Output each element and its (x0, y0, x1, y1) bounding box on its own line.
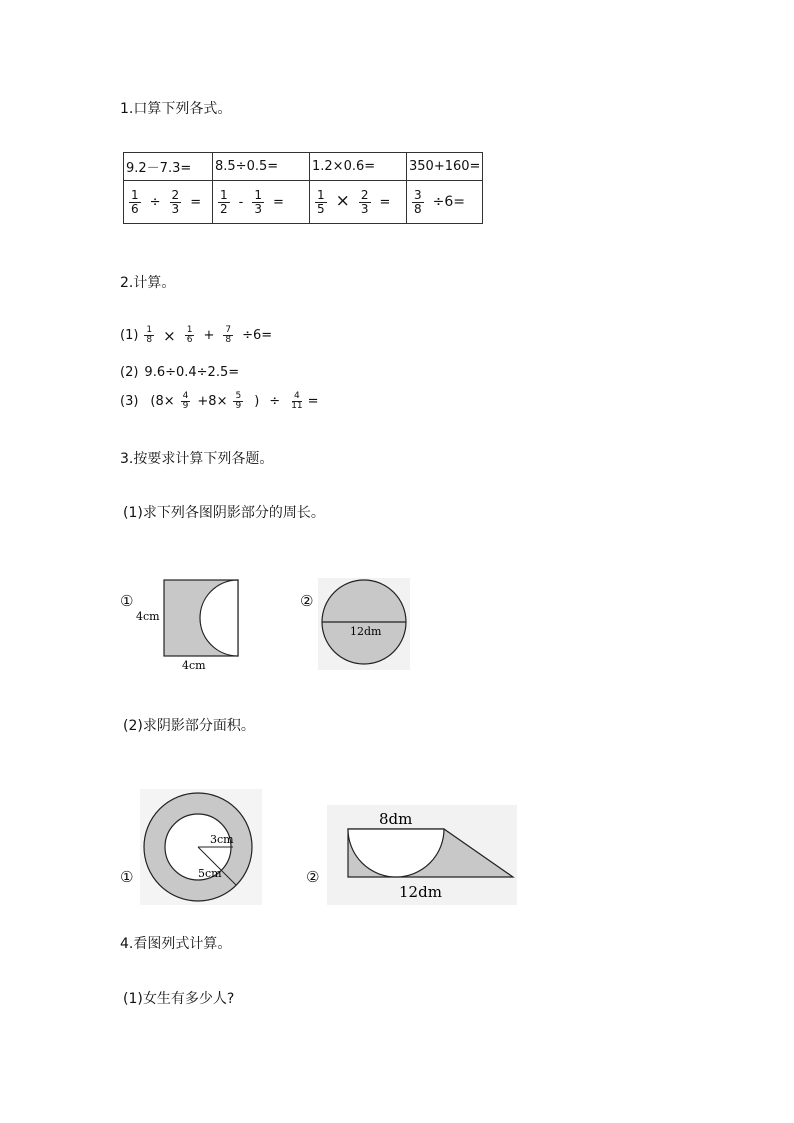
square-semicircle-figure (134, 574, 246, 674)
figure-marker: ① (120, 592, 134, 610)
bottom-label: 12dm (399, 883, 442, 901)
q2-problem-2: (2) 9.6÷0.4÷2.5= (120, 365, 240, 380)
table-cell: 9.2－7.3= (124, 153, 213, 181)
fraction: $\frac{3}{8}$ (414, 187, 422, 216)
fraction: $\frac{7}{8}$ (225, 325, 232, 346)
q4-title: 4.看图列式计算。 (120, 936, 232, 952)
q3-sub2: (2)求阴影部分面积。 (123, 718, 255, 734)
figure-marker: ② (300, 592, 314, 610)
fraction: $\frac{1}{3}$ (254, 187, 262, 216)
diameter-label: 12dm (350, 625, 382, 638)
figure-marker: ① (120, 868, 134, 886)
table-row (124, 181, 483, 224)
ring-figure (140, 789, 262, 905)
table-cell: 1.2×0.6= (310, 153, 407, 181)
table-cell: 350+160= (407, 153, 483, 181)
fraction: $\frac{1}{8}$ (146, 325, 153, 346)
table-cell: $\frac{3}{8}$ ÷6= (407, 181, 483, 224)
q4-sub1: (1)女生有多少人? (123, 991, 235, 1007)
table-cell: $\frac{1}{2}$ - $\frac{1}{3}$ = (213, 181, 310, 224)
top-label: 8dm (379, 810, 413, 828)
q2-problem-1: (1) $\frac{1}{8}$ × $\frac{1}{6}$ + $\frac{7}{8}$ ÷6= (120, 325, 273, 346)
fraction: $\frac{2}{3}$ (171, 187, 180, 216)
trapezoid-figure (327, 805, 517, 905)
table-cell: $\frac{1}{5}$ × $\frac{2}{3}$ = (310, 181, 407, 224)
side-label: 4cm (136, 610, 160, 623)
q3-title: 3.按要求计算下列各题。 (120, 451, 274, 467)
table-cell: 8.5÷0.5= (213, 153, 310, 181)
table-row (124, 153, 483, 181)
circle-figure (318, 578, 410, 670)
q2-problem-3: (3) (8× $\frac{4}{9}$ +8× $\frac{5}{9}$ ) ÷ $\frac{4}{11}$ = (120, 391, 319, 412)
fraction: $\frac{1}{5}$ (317, 187, 325, 216)
inner-radius-label: 3cm (210, 833, 234, 846)
q1-title: 1.口算下列各式。 (120, 101, 232, 117)
q3-sub1: (1)求下列各图阴影部分的周长。 (123, 505, 325, 521)
fraction: $\frac{5}{9}$ (235, 391, 242, 412)
fraction: $\frac{2}{3}$ (360, 187, 369, 216)
q2-title: 2.计算。 (120, 275, 176, 291)
figure-marker: ② (306, 868, 320, 886)
mental-math-table (123, 152, 483, 224)
outer-radius-label: 5cm (198, 867, 222, 880)
fraction: $\frac{4}{11}$ (291, 391, 303, 412)
table-cell: $\frac{1}{6}$ ÷ $\frac{2}{3}$ = (124, 181, 213, 224)
fraction: $\frac{4}{9}$ (182, 391, 189, 412)
bottom-label: 4cm (182, 659, 206, 672)
fraction: $\frac{1}{6}$ (131, 187, 139, 216)
fraction: $\frac{1}{2}$ (220, 187, 228, 216)
fraction: $\frac{1}{6}$ (186, 325, 193, 346)
